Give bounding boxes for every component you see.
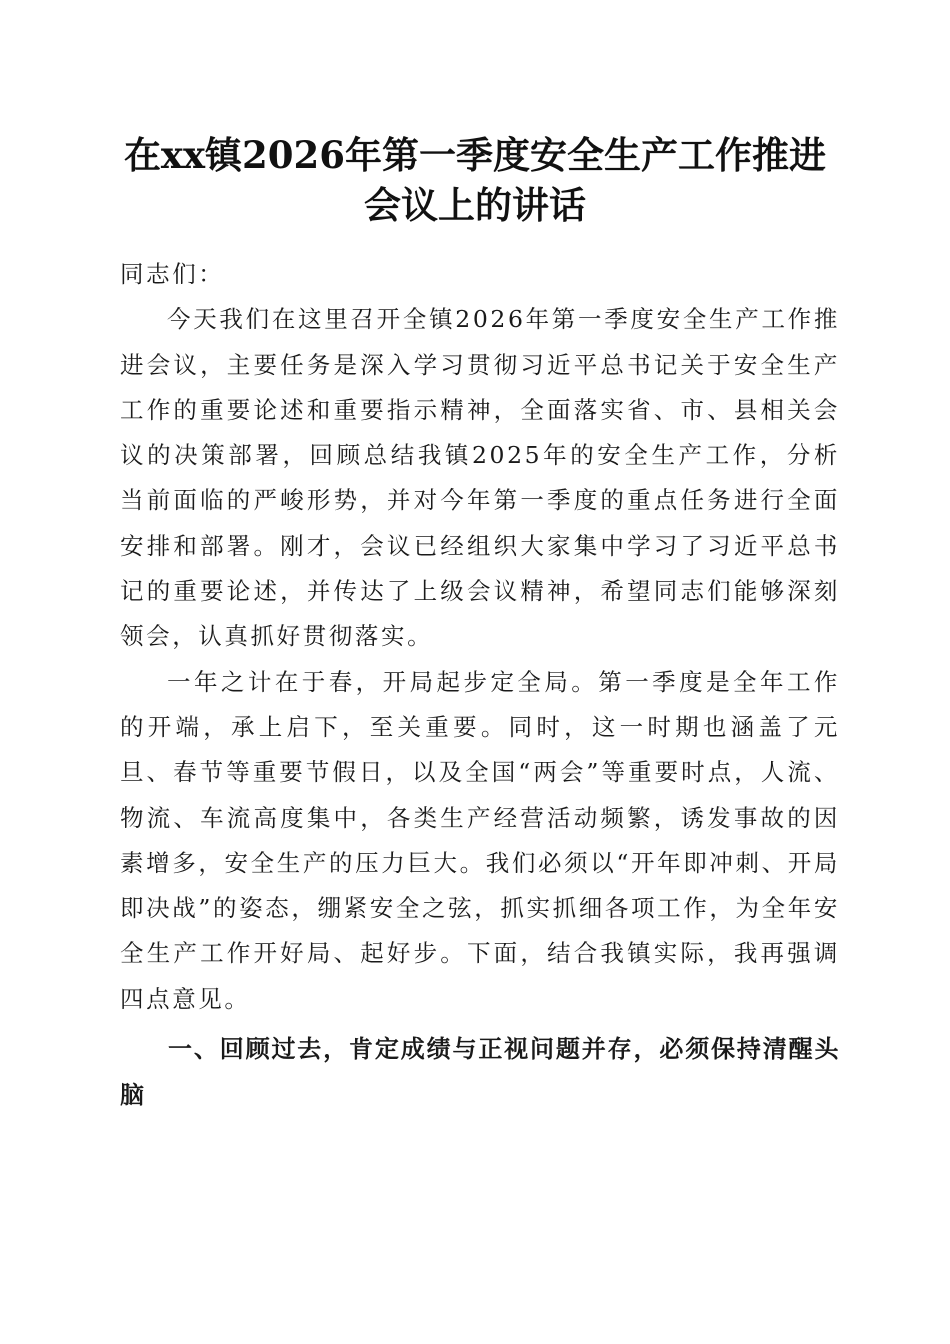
document-body — [120, 252, 840, 1118]
document-title: 在xx镇2026年第一季度安全生产工作推进会议上的讲话 — [123, 133, 827, 227]
section-heading-1: 一、回顾过去，肯定成绩与正视问题并存，必须保持清醒头脑 — [120, 1035, 840, 1110]
salutation: 同志们： — [120, 260, 225, 288]
paragraph-opening: 今天我们在这里召开全镇2026年第一季度安全生产工作推进会议，主要任务是深入学习贯彻习近平总书记关于安全生产工作的重要论述和重要指示精神，全面落实省、市、县相关会议的决策部署，回顾总结我镇2025年的安全生产工作，分析当前面临的严峻形势，并对今年第一季度的重点任务进行全面安排和部署。刚才，会议已经组织大家集中学习了习近平总书记的重要论述，并传达了上级会议精神，希望同志们能够深刻领会，认真抓好贯彻落实。 — [120, 305, 840, 651]
paragraph-context: 一年之计在于春，开局起步定全局。第一季度是全年工作的开端，承上启下，至关重要。同时，这一时期也涵盖了元旦、春节等重要节假日，以及全国“两会”等重要时点，人流、物流、车流高度集中，各类生产经营活动频繁，诱发事故的因素增多，安全生产的压力巨大。我们必须以“开年即冲刺、开局即决战”的姿态，绷紧安全之弦，抓实抓细各项工作，为全年安全生产工作开好局、起好步。下面，结合我镇实际，我再强调四点意见。 — [120, 667, 840, 1013]
